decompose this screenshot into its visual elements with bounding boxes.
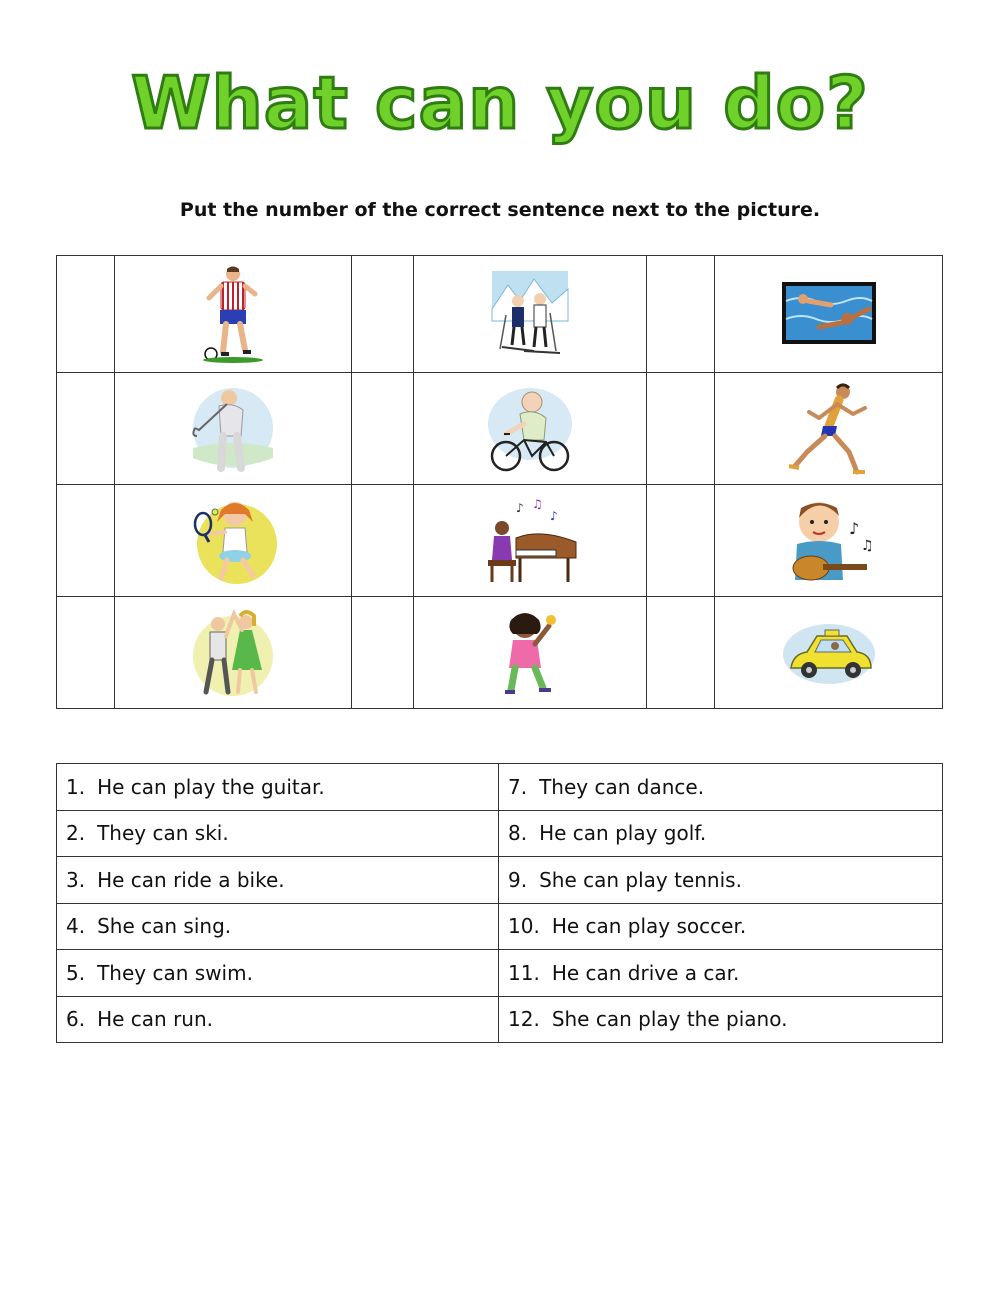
sentence-cell: 8. He can play golf.: [499, 810, 943, 857]
picture-cell: [715, 485, 943, 597]
pianist-icon: [480, 498, 580, 584]
table-row: [57, 996, 943, 1043]
picture-cell: [115, 485, 352, 597]
picture-row: [57, 256, 943, 373]
tennis-girl-icon: [187, 494, 279, 588]
picture-row: [57, 597, 943, 709]
table-row: [57, 810, 943, 857]
sentence-cell: 6. He can run.: [57, 996, 499, 1043]
table-row: [57, 857, 943, 904]
table-row: [57, 764, 943, 811]
sentence-cell: 9. She can play tennis.: [499, 857, 943, 904]
picture-cell: [115, 373, 352, 485]
answer-box-9[interactable]: [647, 485, 715, 597]
sentence-cell: 5. They can swim.: [57, 950, 499, 997]
sentence-cell: 10. He can play soccer.: [499, 903, 943, 950]
answer-box-7[interactable]: [57, 485, 115, 597]
sentence-cell: 11. He can drive a car.: [499, 950, 943, 997]
instruction-text: Put the number of the correct sentence next to the picture.: [179, 199, 821, 221]
picture-cell: [715, 597, 943, 709]
picture-cell: [115, 597, 352, 709]
singer-girl-icon: [495, 606, 565, 700]
sentence-cell: 12. She can play the piano.: [499, 996, 943, 1043]
dancing-couple-icon: [190, 606, 276, 700]
golfer-icon: [187, 384, 279, 474]
svg-text:♪: ♪: [516, 500, 524, 515]
runner-icon: [783, 382, 875, 476]
picture-cell: [414, 373, 647, 485]
picture-cell: [414, 256, 647, 373]
answer-box-10[interactable]: [57, 597, 115, 709]
picture-row: [57, 485, 943, 597]
car-driver-icon: [781, 618, 877, 688]
answer-box-11[interactable]: [352, 597, 414, 709]
picture-row: [57, 373, 943, 485]
answer-box-2[interactable]: [352, 256, 414, 373]
sentence-cell: 4. She can sing.: [57, 903, 499, 950]
page-title: What can you do?: [131, 61, 869, 145]
sentence-cell: 1. He can play the guitar.: [57, 764, 499, 811]
table-row: [57, 903, 943, 950]
table-row: [57, 950, 943, 997]
answer-box-3[interactable]: [647, 256, 715, 373]
answer-box-1[interactable]: [57, 256, 115, 373]
svg-text:♫: ♫: [532, 497, 543, 511]
swimmers-icon: [781, 281, 877, 347]
sentence-cell: 7. They can dance.: [499, 764, 943, 811]
answer-box-8[interactable]: [352, 485, 414, 597]
answer-box-6[interactable]: [647, 373, 715, 485]
picture-cell: [715, 373, 943, 485]
sentence-cell: 3. He can ride a bike.: [57, 857, 499, 904]
cyclist-icon: [484, 384, 576, 474]
sentence-table: [56, 763, 943, 1043]
sentence-cell: 2. They can ski.: [57, 810, 499, 857]
soccer-player-icon: [193, 264, 273, 364]
svg-text:♫: ♫: [860, 537, 874, 554]
answer-box-4[interactable]: [57, 373, 115, 485]
picture-cell: [715, 256, 943, 373]
answer-box-5[interactable]: [352, 373, 414, 485]
picture-cell: [115, 256, 352, 373]
picture-cell: [414, 597, 647, 709]
svg-text:♪: ♪: [848, 518, 859, 538]
skiers-icon: [490, 269, 570, 359]
svg-text:♪: ♪: [550, 508, 558, 523]
guitar-boy-icon: [779, 494, 879, 588]
answer-box-12[interactable]: [647, 597, 715, 709]
picture-cell: [414, 485, 647, 597]
picture-table: [56, 255, 943, 709]
